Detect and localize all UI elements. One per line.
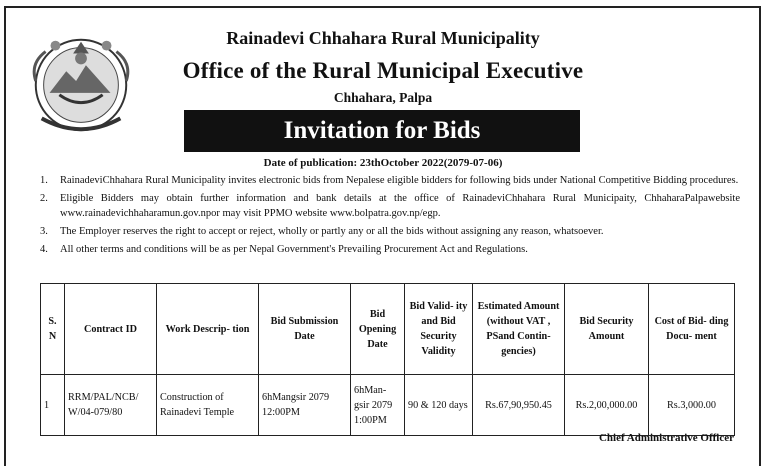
cell-sn: 1 — [41, 375, 65, 436]
list-item — [40, 224, 740, 239]
col-header-work: Work Descrip- tion — [157, 284, 259, 375]
item-number: 3. — [40, 226, 48, 237]
item-text: All other terms and conditions will be as per Nepal Government's Prevailing Procurement Act and Regulations. — [60, 244, 528, 255]
cell-amount: Rs.67,90,950.45 — [473, 375, 565, 436]
item-number: 1. — [40, 175, 48, 186]
cell-validity: 90 & 120 days — [405, 375, 473, 436]
col-header-opening: Bid Opening Date — [351, 284, 405, 375]
bids-table — [40, 283, 735, 436]
office-location: Chhahara, Palpa — [333, 90, 433, 105]
item-number: 2. — [40, 193, 48, 204]
publication-date: Date of publication: 23thOctober 2022(2079-07-06) — [263, 157, 503, 169]
col-header-contract-id: Contract ID — [65, 284, 157, 375]
item-text: RainadeviChhahara Rural Municipality invites electronic bids from Nepalese eligible bidders for following bids under National Competitive Bidding procedures. — [60, 175, 739, 186]
col-header-amount: Estimated Amount (without VAT , PSand Contin- gencies) — [473, 284, 565, 375]
cell-work: Construction of Rainadevi Temple — [157, 375, 259, 436]
col-header-sn: S. N — [41, 284, 65, 375]
terms-list — [40, 173, 740, 260]
office-title: Office of the Rural Municipal Executive — [182, 58, 584, 83]
list-item — [40, 173, 740, 188]
municipality-name: Rainadevi Chhahara Rural Municipality — [226, 28, 540, 48]
table-row — [41, 375, 735, 436]
col-header-validity: Bid Valid- ity and Bid Security Validity — [405, 284, 473, 375]
list-item — [40, 242, 740, 257]
col-header-security: Bid Security Amount — [565, 284, 649, 375]
item-text: The Employer reserves the right to accept or reject, wholly or partly any or all the bids without assigning any reason, whatsoever. — [60, 226, 604, 237]
cell-opening: 6hMan- gsir 2079 1:00PM — [351, 375, 405, 436]
col-header-cost: Cost of Bid- ding Docu- ment — [649, 284, 735, 375]
col-header-submission: Bid Submission Date — [259, 284, 351, 375]
cell-submission: 6hMangsir 2079 12:00PM — [259, 375, 351, 436]
item-number: 4. — [40, 244, 48, 255]
signature-title: Chief Administrative Officer — [598, 432, 734, 444]
cell-security: Rs.2,00,000.00 — [565, 375, 649, 436]
item-text: Eligible Bidders may obtain further information and bank details at the office of RainadeviChhahara Rural Municipaity, ChhaharaPalpawebsite www.rainadevichhaharamun.gov.npor may visit PPMO website www.bolpatra.gov.np/egp. — [60, 193, 740, 219]
invitation-banner: Invitation for Bids — [184, 110, 580, 152]
table-header-row — [41, 284, 735, 375]
cell-cost: Rs.3,000.00 — [649, 375, 735, 436]
list-item — [40, 191, 740, 221]
cell-contract-id: RRM/PAL/NCB/ W/04-079/80 — [65, 375, 157, 436]
